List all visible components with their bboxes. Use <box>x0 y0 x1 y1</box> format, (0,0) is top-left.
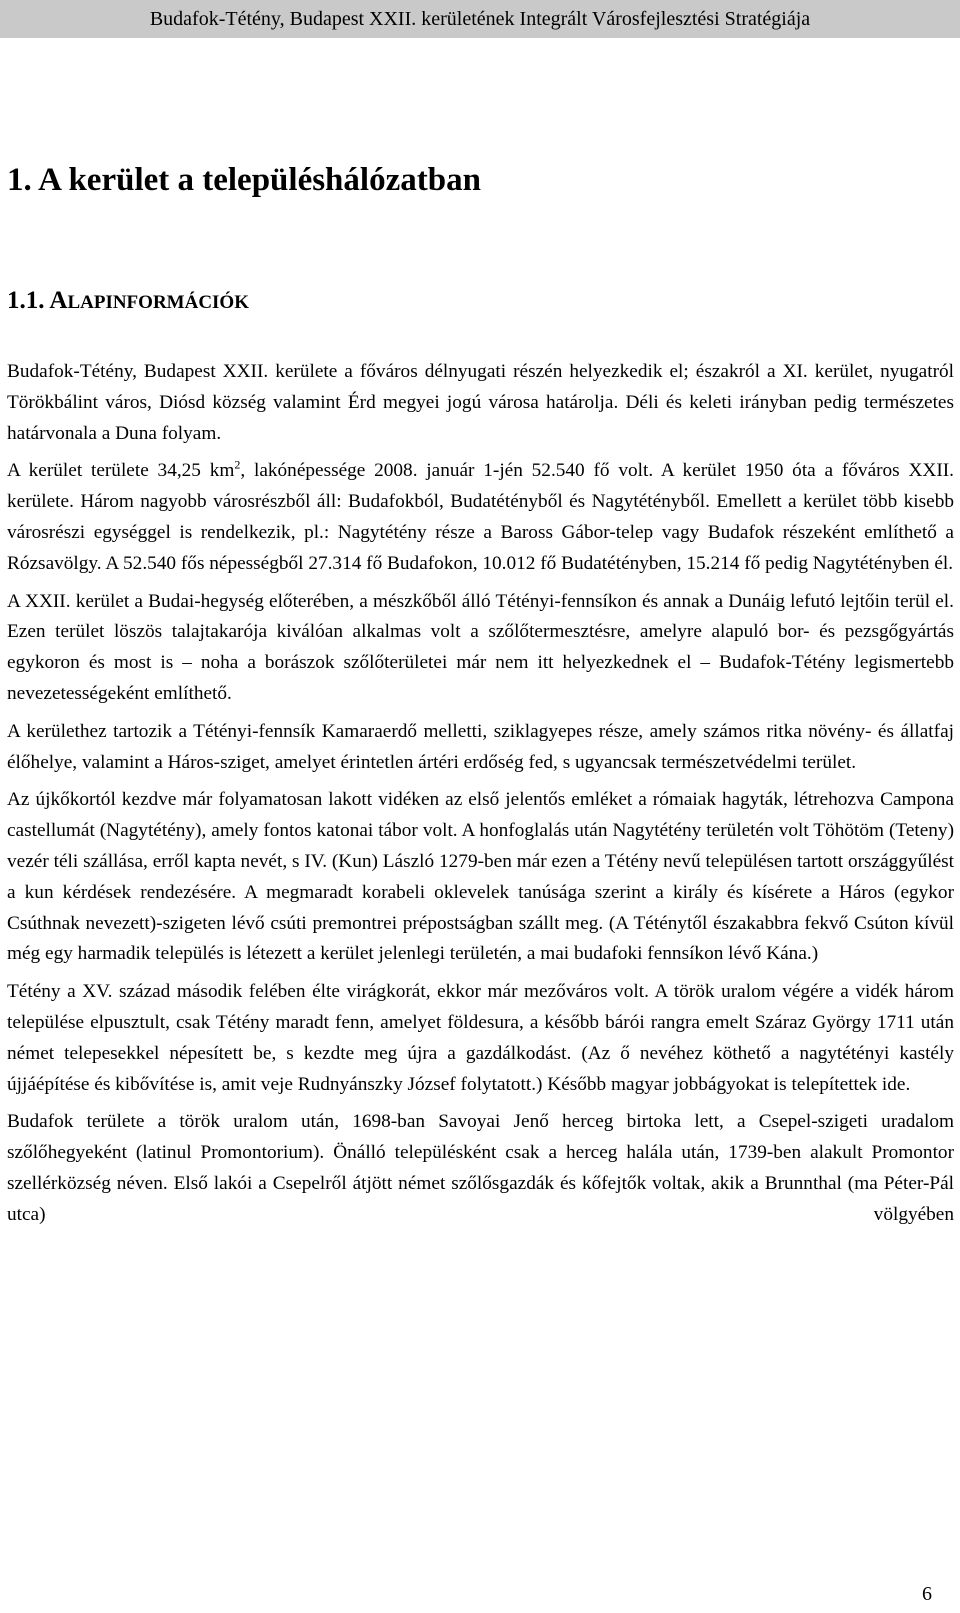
section-title-rest: LAPINFORMÁCIÓK <box>67 292 249 313</box>
population-text: , lakónépessége 2008. január 1-jén 52.540 fő volt. A kerület 1950 óta a főváros XXII. kerülete. Három nagyobb városrészből áll: Budafokból, Budatétényből és Nagytétényből. Emellett a kerület több kisebb városrészi egységgel is rendelkezik, pl.: Nagytétény része a Baross Gábor-telep vagy Budafok részeként említhető a Rózsavölgy. A 52.540 fős népességből 27.314 fő Budafokon, 10.012 fő Budatétényben, 15.214 fő pedig Nagytétényben él. <box>7 460 954 574</box>
paragraph-location: Budafok-Tétény, Budapest XXII. kerülete a főváros délnyugati részén helyezkedik el; északról a XI. kerület, nyugatról Törökbálint város, Diósd község valamint Érd megyei jogú városa határolja. Déli és keleti irányban pedig természetes határvonala a Duna folyam. <box>7 361 954 444</box>
section-title-first-letter: A <box>49 287 68 314</box>
area-superscript: 2 <box>234 457 241 472</box>
chapter-title: 1. A kerület a településhálózatban <box>7 162 481 198</box>
paragraph-nature-reserve: A kerülethez tartozik a Tétényi-fennsík Kamaraerdő melletti, sziklagyepes része, amely számos ritka növény- és állatfaj élőhelye, valamint a Háros-sziget, amelyet érintetlen ártéri erdőség fed, s ugyancsak természetvédelmi terület. <box>7 720 954 773</box>
body-text <box>7 357 954 1238</box>
page-number: 6 <box>922 1583 932 1605</box>
paragraph-area-population <box>7 456 954 579</box>
paragraph-geography: A XXII. kerület a Budai-hegység előterében, a mészkőből álló Tétényi-fennsíkon és annak a Dunáig lefutó lejtőin terül el. Ezen terület löszös talajtakarója kiválóan alkalmas volt a szőlőtermesztésre, amelyre alapuló bor- és pezsgőgyártás egykoron és most is – noha a borászok szőlőterületei már nem itt helyezkednek el – Budafok-Tétény legismertebb nevezetességeként említhető. <box>7 590 954 704</box>
paragraph-history-budafok: Budafok területe a török uralom után, 1698-ban Savoyai Jenő herceg birtoka lett, a Csepel-szigeti uradalom szőlőhegyeként (latinul Promontorium). Önálló településként csak a herceg halála után, 1739-ben alakult Promontor szellérközség néven. Első lakói a Csepelről átjött német szőlősgazdák és kőfejtők voltak, akik a Brunnthal (ma Péter-Pál utca) völgyében <box>7 1111 954 1225</box>
paragraph-history-teteny: Tétény a XV. század második felében élte virágkorát, ekkor már mezőváros volt. A török uralom végére a vidék három települése elpusztult, csak Tétény maradt fenn, amelyet földesura, a később bárói rangra emelt Száraz György 1711 után német telepesekkel népesített be, s kezdte meg újra a gazdálkodást. (Az ő nevéhez köthető a nagytétényi kastély újjáépítése és kibővítése is, amit veje Rudnyánszky József folytatott.) Később magyar jobbágyokat is telepítettek ide. <box>7 981 954 1095</box>
running-header-title: Budafok-Tétény, Budapest XXII. kerületének Integrált Városfejlesztési Stratégiája <box>149 8 811 30</box>
area-text: A kerület területe 34,25 km <box>7 460 235 482</box>
section-title <box>7 285 249 319</box>
paragraph-history-early: Az újkőkortól kezdve már folyamatosan lakott vidéken az első jelentős emléket a rómaiak hagyták, létrehozva Campona castellumát (Nagytétény), amely fontos katonai tábor volt. A honfoglalás után Nagytétény területén volt Töhötöm (Teteny) vezér téli szállása, erről kapta nevét, s IV. (Kun) László 1279-ben már ezen a Tétény nevű településen tartott országgyűlést a kun kérdések rendezésére. A megmaradt korabeli oklevelek tanúsága szerint a király és kísérete a Háros (egykor Csúthnak nevezett)-szigeten lévő csúti premontrei prépostságban szállt meg. (A Téténytől északabbra fekvő Csúton kívül még egy harmadik település is létezett a kerület jelenlegi területén, a mai budafoki fennsíkon lévő Kána.) <box>7 789 954 965</box>
section-number: 1.1. <box>7 287 45 314</box>
running-header <box>0 0 960 38</box>
